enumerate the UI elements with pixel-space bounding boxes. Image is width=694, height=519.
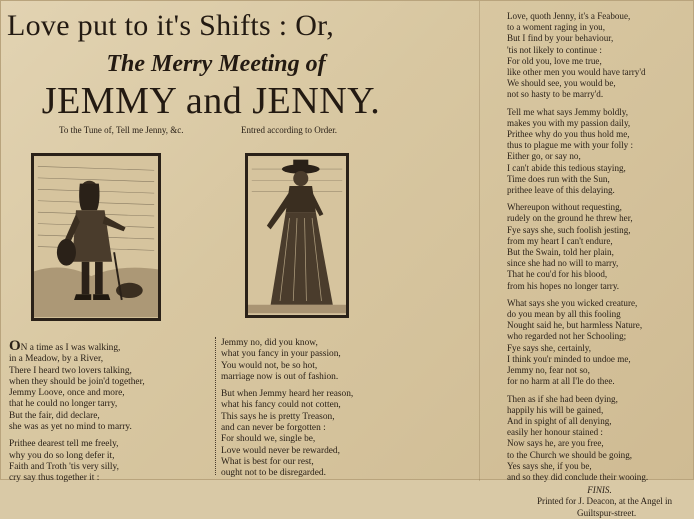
verse-line: This says he is pretty Treason,: [221, 411, 335, 422]
verse-line: to a woment raging in you,: [507, 22, 605, 33]
verse-line: Then as if she had been dying,: [507, 393, 618, 404]
finis-mark: FINIS.: [587, 485, 612, 496]
verse-line: for no harm at all I'le do thee.: [507, 376, 615, 387]
verse-line: But the fair, did declare,: [9, 410, 100, 421]
verse-line: and can never be forgotten :: [221, 423, 326, 434]
verse-line: What is best for our rest,: [221, 456, 314, 467]
verse-line: happily his will be gained,: [507, 404, 604, 415]
verse-line: But I find by your behaviour,: [507, 33, 614, 44]
column-divider: [215, 337, 219, 475]
verse-line: But when Jemmy heard her reason,: [221, 389, 354, 400]
verse-line: Jemmy Loove, once and more,: [9, 388, 125, 399]
verse-line: what you fancy in your passion,: [221, 349, 341, 360]
imprint-line-2: Guiltspur-street.: [577, 507, 637, 518]
verse-line: But the Swain, told her plain,: [507, 247, 614, 258]
verse-line: from my heart I can't endure,: [507, 235, 613, 246]
verse-line: 'tis not likely to continue :: [507, 44, 602, 55]
verse-line: Fye says she, such foolish jesting,: [507, 224, 631, 235]
verse-line: rudely on the ground he threw her,: [507, 213, 633, 224]
title-line-2: The Merry Meeting of: [106, 51, 326, 77]
verse-line: And in spight of all denying,: [507, 415, 612, 426]
man-figure-icon: [34, 156, 158, 318]
title-line-3: JEMMY and JENNY.: [41, 80, 381, 122]
verse-line: For should we, single be,: [221, 434, 316, 445]
woman-figure-icon: [248, 156, 346, 315]
verse-line: not so hasty to be marry'd.: [507, 89, 604, 100]
verse-line: For old you, love me true,: [507, 55, 602, 66]
verse-column-c: [507, 11, 692, 519]
verse-line: Tell me what says Jemmy boldly,: [507, 106, 629, 117]
verse-line: that he could no longer tarry,: [9, 399, 118, 410]
verse-column-a: [9, 338, 209, 485]
verse-line: who regarded not her Schooling;: [507, 331, 627, 342]
verse-line: I think you'r minded to undoe me,: [507, 353, 631, 364]
verse-line: to the Church we should be going,: [507, 449, 633, 460]
verse-line: in a Meadow, by a River,: [9, 354, 104, 365]
title-line-1: Love put to it's Shifts : Or,: [7, 9, 335, 42]
verse-line: I can't abide this tedious staying,: [507, 162, 626, 173]
verse-line: That he cou'd for his blood,: [507, 269, 608, 280]
verse-line: Prithee dearest tell me freely,: [9, 439, 119, 450]
verse-line: when they should be join'd together,: [9, 376, 145, 387]
verse-line: Time does run with the Sun,: [507, 173, 610, 184]
verse-line: Jemmy no, did you know,: [221, 338, 318, 348]
verse-line: what his fancy could not cotten,: [221, 400, 341, 411]
imprint-line-1: Printed for J. Deacon, at the Angel in: [537, 496, 673, 507]
verse-line: Jemmy no, fear not so,: [507, 365, 590, 376]
drop-cap: O: [9, 338, 21, 354]
tune-note: To the Tune of, Tell me Jenny, &c.: [59, 125, 184, 135]
verse-line: What says she you wicked creature,: [507, 297, 638, 308]
verse-line: Fye says she, certainly,: [507, 342, 592, 353]
verse-line: she was as yet no mind to marry.: [9, 422, 132, 433]
verse-line: like other men you would have tarry'd: [507, 67, 646, 78]
verse-line: Either go, or say no,: [507, 151, 581, 162]
verse-line: Love would never be rewarded,: [221, 445, 340, 456]
woman-figure-woodcut: [245, 153, 349, 318]
verse-line: Prithee why do you thus hold me,: [507, 129, 630, 140]
verse-line: why you do so long defer it,: [9, 450, 115, 461]
verse-line: Faith and Troth 'tis very silly,: [9, 461, 119, 472]
verse-line: makes you with my passion daily,: [507, 117, 631, 128]
verse-line: cry say thus together it :: [9, 473, 100, 484]
verse-line: ON a time as I was walking,: [9, 338, 121, 354]
verse-line: Nought said he, but harmless Nature,: [507, 320, 643, 331]
verse-column-b: [221, 338, 421, 480]
man-figure-woodcut: [31, 153, 161, 321]
verse-line: Now says he, are you free,: [507, 438, 604, 449]
fold-crease: [479, 1, 480, 481]
entered-note: Entred according to Order.: [241, 125, 337, 135]
verse-line: prithee leave of this delaying.: [507, 185, 615, 196]
verse-line: ought not to be disregarded.: [221, 468, 326, 479]
verse-line: and so they did conclude their wooing.: [507, 471, 649, 482]
verse-line: marriage now is out of fashion.: [221, 371, 339, 382]
verse-line: There I heard two lovers talking,: [9, 365, 132, 376]
verse-line: Whereupon without requesting,: [507, 202, 622, 213]
verse-line: Yes says she, if you be,: [507, 460, 592, 471]
verse-line: thus to plague me with your folly :: [507, 140, 634, 151]
verse-line: do you mean by all this fooling: [507, 309, 621, 320]
verse-line: easily her honour stained :: [507, 427, 603, 438]
verse-line: We should see, you would be,: [507, 78, 616, 89]
verse-line: Love, quoth Jenny, it's a Feaboue,: [507, 11, 631, 21]
verse-line: from his hopes no longer tarry.: [507, 280, 620, 291]
verse-line: since she had no will to marry,: [507, 258, 619, 269]
verse-line: You would not, be so hot,: [221, 360, 318, 371]
